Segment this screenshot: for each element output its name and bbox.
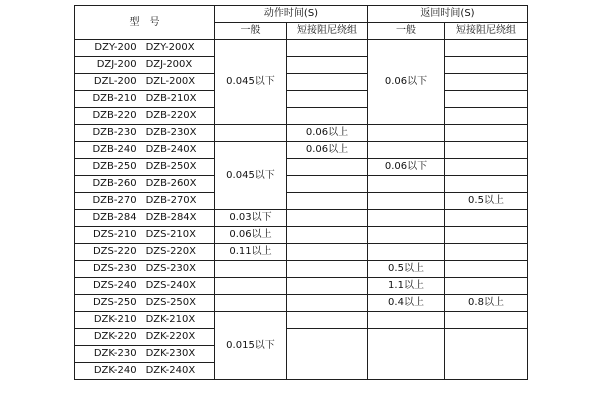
model-cell (75, 125, 215, 142)
model-cell (75, 278, 215, 295)
table-body (75, 40, 528, 380)
empty-cell (368, 125, 445, 142)
model-cell (75, 193, 215, 210)
model-cell (75, 74, 215, 91)
model-label: DZK-230 (93, 348, 137, 359)
model-label: DZK-230X (145, 348, 196, 359)
empty-cell (287, 278, 368, 295)
table-row (75, 312, 528, 329)
model-label: DZS-210 (92, 229, 137, 240)
model-label: DZB-220X (145, 110, 197, 121)
empty-cell (368, 329, 445, 380)
model-cell (75, 261, 215, 278)
empty-cell (287, 295, 368, 312)
empty-cell (287, 40, 368, 57)
empty-cell (368, 193, 445, 210)
value-cell: 0.03以下 (215, 210, 287, 227)
model-label: DZB-250 (92, 161, 137, 172)
model-label: DZS-220 (92, 246, 137, 257)
model-label: DZK-220X (145, 331, 196, 342)
model-label: DZS-230X (145, 263, 197, 274)
table-row (75, 57, 528, 74)
empty-cell (445, 125, 528, 142)
model-cell (75, 91, 215, 108)
model-label: DZB-260 (92, 178, 137, 189)
table-row (75, 74, 528, 91)
header-return-damping: 短接阻尼绕组 (445, 23, 528, 40)
model-cell (75, 176, 215, 193)
empty-cell (445, 210, 528, 227)
model-label: DZJ-200X (145, 59, 193, 70)
table-row (75, 91, 528, 108)
model-cell (75, 108, 215, 125)
empty-cell (287, 57, 368, 74)
model-cell (75, 159, 215, 176)
empty-cell (445, 159, 528, 176)
model-label: DZB-240X (145, 144, 197, 155)
empty-cell (287, 329, 368, 380)
model-label: DZB-220 (92, 110, 137, 121)
empty-cell (287, 261, 368, 278)
model-label: DZL-200 (93, 76, 137, 87)
table-header (75, 6, 528, 40)
model-label: DZB-260X (145, 178, 197, 189)
header-action-damping: 短接阻尼绕组 (287, 23, 368, 40)
table-row (75, 125, 528, 142)
empty-cell (368, 312, 445, 329)
empty-cell (445, 244, 528, 261)
table-row (75, 329, 528, 346)
model-label: DZJ-200 (96, 59, 137, 70)
empty-cell (368, 176, 445, 193)
empty-cell (445, 312, 528, 329)
header-action-general: 一般 (215, 23, 287, 40)
relay-spec-table (74, 5, 528, 380)
model-label: DZL-200X (145, 76, 196, 87)
model-label: DZK-240X (145, 365, 196, 376)
model-label: DZS-220X (145, 246, 197, 257)
empty-cell (215, 278, 287, 295)
value-cell: 0.5以上 (445, 193, 528, 210)
table-row (75, 227, 528, 244)
header-action-time: 动作时间(S) (215, 6, 368, 23)
value-cell: 0.06以下 (368, 40, 445, 125)
model-cell (75, 363, 215, 380)
model-label: DZB-284 (92, 212, 137, 223)
empty-cell (287, 108, 368, 125)
model-label: DZY-200X (145, 42, 195, 53)
model-label: DZS-230 (92, 263, 137, 274)
model-cell (75, 346, 215, 363)
model-cell (75, 227, 215, 244)
empty-cell (445, 329, 528, 380)
table-row (75, 142, 528, 159)
value-cell: 0.045以下 (215, 142, 287, 210)
model-cell (75, 244, 215, 261)
model-label: DZS-250 (92, 297, 137, 308)
model-cell (75, 142, 215, 159)
value-cell: 1.1以上 (368, 278, 445, 295)
value-cell: 0.5以上 (368, 261, 445, 278)
model-cell (75, 295, 215, 312)
table-row (75, 193, 528, 210)
model-label: DZK-240 (93, 365, 137, 376)
empty-cell (368, 210, 445, 227)
model-label: DZB-230 (92, 127, 137, 138)
empty-cell (445, 176, 528, 193)
value-cell: 0.015以下 (215, 312, 287, 380)
model-cell (75, 57, 215, 74)
empty-cell (215, 295, 287, 312)
model-label: DZB-270 (92, 195, 137, 206)
empty-cell (445, 74, 528, 91)
model-label: DZY-200 (94, 42, 137, 53)
empty-cell (287, 312, 368, 329)
table-row (75, 210, 528, 227)
header-return-time: 返回时间(S) (368, 6, 528, 23)
model-label: DZB-210 (92, 93, 137, 104)
model-label: DZS-240 (92, 280, 137, 291)
table-row (75, 295, 528, 312)
model-label: DZS-240X (145, 280, 197, 291)
table-row (75, 159, 528, 176)
model-label: DZB-270X (145, 195, 197, 206)
header-return-general: 一般 (368, 23, 445, 40)
table-row (75, 244, 528, 261)
empty-cell (287, 244, 368, 261)
empty-cell (445, 278, 528, 295)
empty-cell (445, 142, 528, 159)
model-label: DZB-230X (145, 127, 197, 138)
empty-cell (445, 227, 528, 244)
model-label: DZK-220 (93, 331, 137, 342)
table-row (75, 261, 528, 278)
empty-cell (445, 91, 528, 108)
header-row-1 (75, 6, 528, 23)
empty-cell (445, 40, 528, 57)
value-cell: 0.11以上 (215, 244, 287, 261)
value-cell: 0.06以上 (287, 125, 368, 142)
empty-cell (215, 125, 287, 142)
empty-cell (215, 261, 287, 278)
empty-cell (368, 244, 445, 261)
model-label: DZB-210X (145, 93, 197, 104)
table-row (75, 176, 528, 193)
spec-table-container (74, 5, 527, 399)
model-label: DZB-250X (145, 161, 197, 172)
empty-cell (445, 108, 528, 125)
empty-cell (287, 176, 368, 193)
model-cell (75, 210, 215, 227)
model-label: DZK-210X (145, 314, 196, 325)
value-cell: 0.045以下 (215, 40, 287, 125)
table-row (75, 278, 528, 295)
model-label: DZS-210X (145, 229, 197, 240)
value-cell: 0.06以上 (287, 142, 368, 159)
value-cell: 0.8以上 (445, 295, 528, 312)
model-cell (75, 40, 215, 57)
empty-cell (287, 74, 368, 91)
model-cell (75, 329, 215, 346)
table-row (75, 108, 528, 125)
header-model: 型 号 (75, 6, 215, 40)
model-label: DZS-250X (145, 297, 197, 308)
empty-cell (445, 57, 528, 74)
table-row (75, 40, 528, 57)
value-cell: 0.06以上 (215, 227, 287, 244)
empty-cell (287, 210, 368, 227)
empty-cell (287, 227, 368, 244)
value-cell: 0.06以下 (368, 159, 445, 176)
empty-cell (368, 142, 445, 159)
empty-cell (287, 159, 368, 176)
empty-cell (287, 91, 368, 108)
empty-cell (445, 261, 528, 278)
empty-cell (287, 193, 368, 210)
model-label: DZB-240 (92, 144, 137, 155)
model-cell (75, 312, 215, 329)
value-cell: 0.4以上 (368, 295, 445, 312)
empty-cell (368, 227, 445, 244)
model-label: DZB-284X (145, 212, 197, 223)
model-label: DZK-210 (93, 314, 137, 325)
